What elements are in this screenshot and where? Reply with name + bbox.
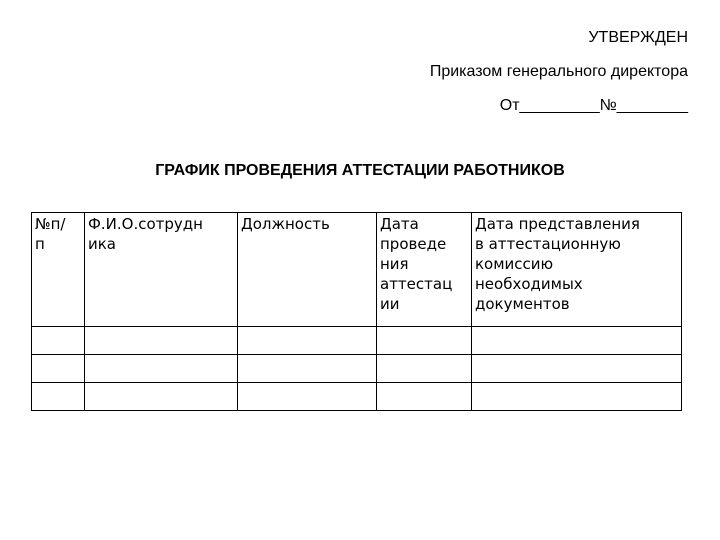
table-row <box>32 383 682 411</box>
table-cell <box>238 355 377 383</box>
table-cell <box>238 327 377 355</box>
header-number: №п/ п <box>32 213 85 327</box>
table-cell <box>32 355 85 383</box>
header-position: Должность <box>238 213 377 327</box>
table-cell <box>32 327 85 355</box>
document-title: ГРАФИК ПРОВЕДЕНИЯ АТТЕСТАЦИИ РАБОТНИКОВ <box>155 162 565 179</box>
approval-block <box>430 28 688 130</box>
table-cell <box>377 383 472 411</box>
attestation-schedule-table <box>31 212 682 411</box>
approval-heading: УТВЕРЖДЕН <box>588 29 688 46</box>
table-cell <box>377 327 472 355</box>
table-row <box>32 355 682 383</box>
table-cell <box>377 355 472 383</box>
header-documents-date: Дата представления в аттестационную комиссию необходимых документов <box>472 213 682 327</box>
approval-order: Приказом генерального директора <box>429 63 688 80</box>
table-cell <box>85 383 238 411</box>
table-cell <box>472 383 682 411</box>
header-full-name: Ф.И.О.сотрудн ика <box>85 213 238 327</box>
header-attestation-date: Дата проведе ния аттестац ии <box>377 213 472 327</box>
table-cell <box>472 355 682 383</box>
table-row <box>32 327 682 355</box>
table-cell <box>85 327 238 355</box>
table-cell <box>85 355 238 383</box>
table-cell <box>32 383 85 411</box>
table-header-row <box>32 213 682 327</box>
table-cell <box>472 327 682 355</box>
table-cell <box>238 383 377 411</box>
approval-date-number: От_________№________ <box>499 97 688 114</box>
